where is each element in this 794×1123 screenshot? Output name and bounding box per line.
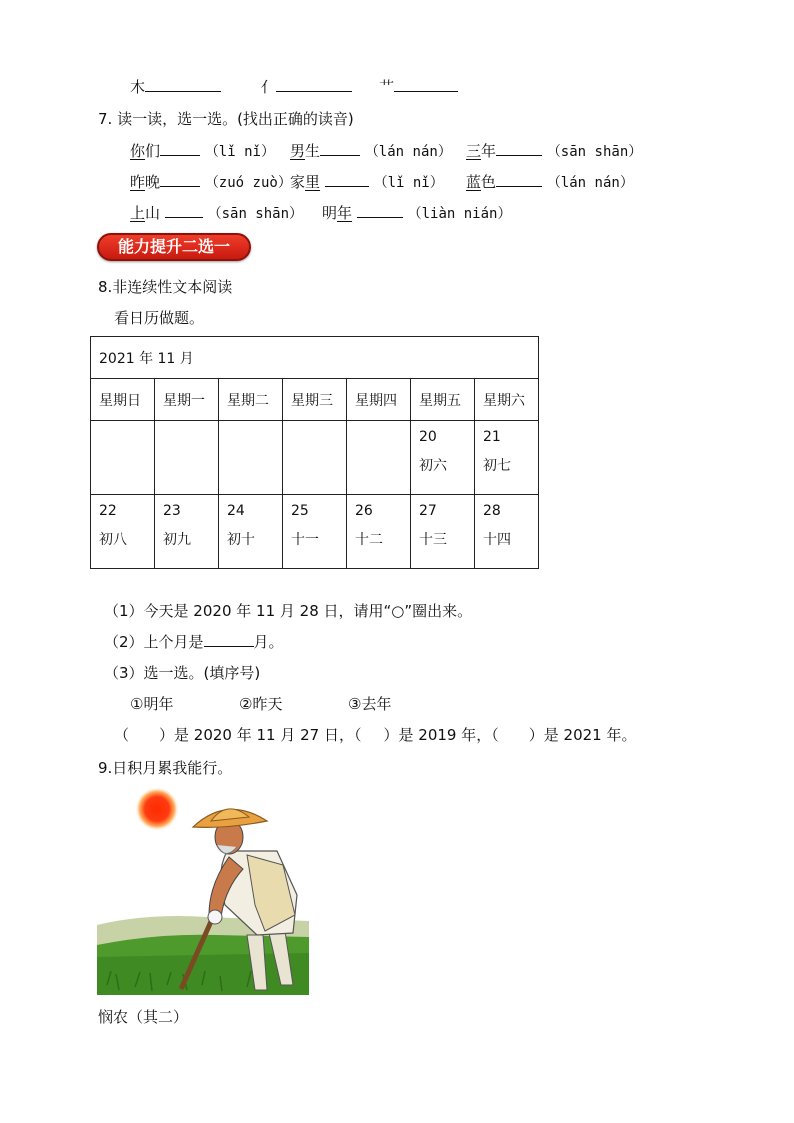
q7-pinyin: （liàn nián） — [407, 206, 512, 222]
farmer-illustration — [97, 785, 309, 995]
calendar-table — [90, 336, 539, 569]
q8-fill-line: （ ）是 2020 年 11 月 27 日，（ ）是 2019 年，（ ）是 2021 年。 — [114, 726, 637, 744]
q8-subtitle: 看日历做题。 — [114, 309, 205, 327]
weekday-cell: 星期四 — [347, 379, 411, 421]
answer-blank[interactable] — [357, 203, 403, 218]
q7-row-1b: 男生 （lán nán） — [290, 142, 452, 160]
answer-blank[interactable] — [165, 203, 203, 218]
q8-sub2: （2）上个月是 月。 — [104, 633, 284, 651]
q7-word: 蓝 — [466, 173, 482, 191]
calendar-day[interactable]: 27 十三 — [411, 495, 475, 569]
sun-icon — [135, 787, 179, 831]
answer-blank[interactable] — [160, 172, 200, 187]
calendar-week-row — [91, 495, 539, 569]
weekday-cell: 星期六 — [475, 379, 539, 421]
q7-pinyin: （sān shān） — [207, 206, 304, 222]
calendar-day[interactable] — [155, 421, 219, 495]
q7-pinyin: （lǐ nǐ） — [373, 175, 444, 191]
q8-options — [130, 693, 391, 714]
paren-blank[interactable]: （ ） — [354, 726, 399, 744]
paren-blank[interactable]: （ ） — [114, 726, 175, 744]
calendar-day[interactable]: 20 初六 — [411, 421, 475, 495]
answer-blank[interactable] — [160, 141, 200, 156]
q7-word: 年 — [337, 204, 353, 222]
q7-pinyin: （lǐ nǐ） — [204, 144, 275, 160]
option-1: ①明年 — [130, 695, 174, 713]
q7-row-3b: 明年 （liàn nián） — [322, 204, 512, 222]
q7-title: 7. 读一读，选一选。(找出正确的读音) — [98, 110, 354, 128]
q9-title: 9.日积月累我能行。 — [98, 759, 233, 777]
q7-pinyin: （zuó zuò） — [204, 175, 292, 191]
calendar-day[interactable]: 24 初十 — [219, 495, 283, 569]
option-2: ②昨天 — [239, 695, 283, 713]
radical-line — [130, 76, 458, 97]
section-banner: 能力提升二选一 — [97, 233, 251, 261]
answer-blank[interactable] — [394, 77, 458, 92]
answer-blank[interactable] — [145, 77, 221, 92]
answer-blank[interactable] — [325, 172, 369, 187]
q7-word: 上 — [130, 204, 146, 222]
q7-row-2c: 蓝色 （lán nán） — [466, 173, 634, 191]
calendar-week-row — [91, 421, 539, 495]
calendar-day[interactable]: 25 十一 — [283, 495, 347, 569]
calendar-day[interactable] — [347, 421, 411, 495]
answer-blank[interactable] — [276, 77, 352, 92]
weekday-cell: 星期一 — [155, 379, 219, 421]
calendar-weekdays — [91, 379, 539, 421]
radical-mu: 木 — [130, 78, 146, 96]
calendar-day[interactable]: 21 初七 — [475, 421, 539, 495]
weekday-cell: 星期二 — [219, 379, 283, 421]
calendar-month: 2021 年 11 月 — [91, 337, 539, 379]
q7-word: 里 — [305, 173, 321, 191]
radical-ren: 亻 — [260, 78, 276, 96]
q8-title: 8.非连续性文本阅读 — [98, 278, 233, 296]
answer-blank[interactable] — [496, 141, 542, 156]
q7-row-1c: 三年 （sān shān） — [466, 142, 643, 160]
weekday-cell: 星期日 — [91, 379, 155, 421]
q7-row-2: 昨晚 （zuó zuò） — [130, 173, 292, 191]
answer-blank[interactable] — [496, 172, 542, 187]
weekday-cell: 星期三 — [283, 379, 347, 421]
q7-row-1: 你们 （lǐ nǐ） — [130, 142, 275, 160]
q7-word: 昨 — [130, 173, 146, 191]
option-3: ③去年 — [348, 695, 392, 713]
calendar-day[interactable]: 22 初八 — [91, 495, 155, 569]
answer-blank[interactable] — [204, 632, 254, 647]
calendar-day[interactable]: 26 十二 — [347, 495, 411, 569]
q7-pinyin: （sān shān） — [546, 144, 643, 160]
calendar-day[interactable]: 28 十四 — [475, 495, 539, 569]
q7-row-2b: 家里 （lǐ nǐ） — [290, 173, 444, 191]
calendar-day[interactable] — [283, 421, 347, 495]
q7-word: 你 — [130, 142, 146, 160]
q8-sub3: （3）选一选。(填序号) — [104, 664, 261, 682]
radical-cao: 艹 — [379, 78, 395, 96]
q7-pinyin: （lán nán） — [546, 175, 634, 191]
calendar-day[interactable] — [91, 421, 155, 495]
paren-blank[interactable]: （ ） — [491, 726, 544, 744]
q7-row-3: 上山 （sān shān） — [130, 204, 304, 222]
q7-pinyin: （lán nán） — [364, 144, 452, 160]
poem-caption: 悯农（其二） — [98, 1008, 189, 1026]
weekday-cell: 星期五 — [411, 379, 475, 421]
q7-word: 三 — [466, 142, 482, 160]
calendar-day[interactable]: 23 初九 — [155, 495, 219, 569]
calendar-day[interactable] — [219, 421, 283, 495]
q8-sub1: （1）今天是 2020 年 11 月 28 日，请用“○”圈出来。 — [104, 602, 473, 620]
answer-blank[interactable] — [320, 141, 360, 156]
q7-word: 男 — [290, 142, 306, 160]
